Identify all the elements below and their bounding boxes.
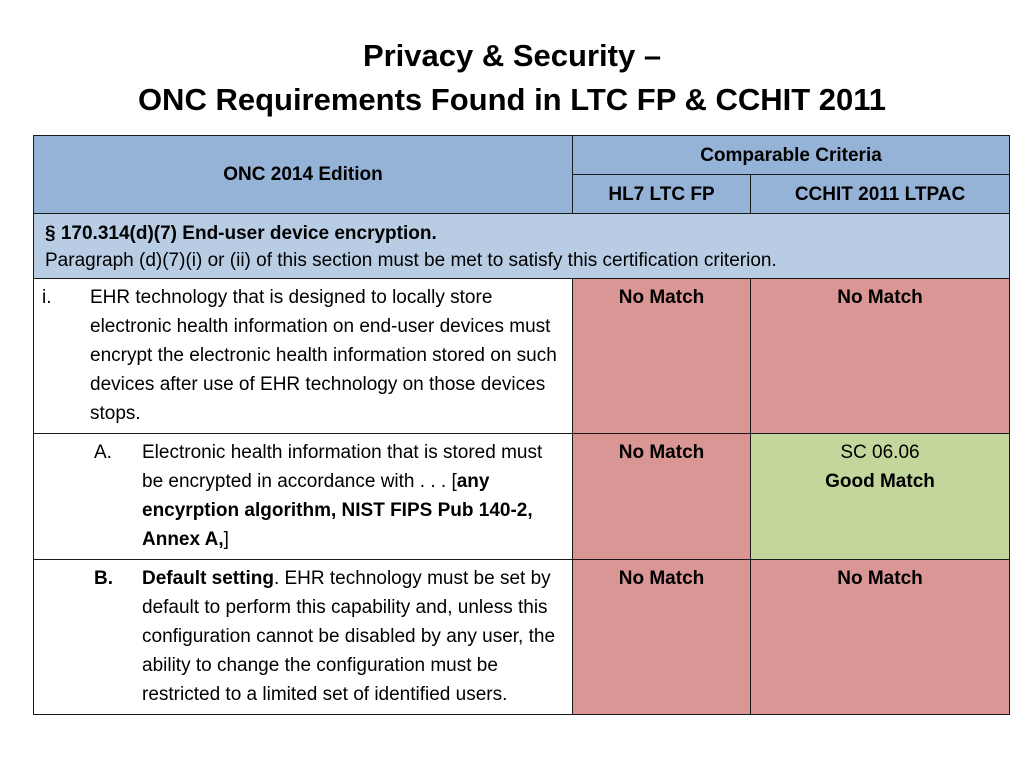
section-row	[34, 214, 1010, 279]
header-hl7-ltc-fp: HL7 LTC FP	[573, 175, 751, 214]
hl7-match-status: No Match	[573, 279, 751, 434]
title-line-2: ONC Requirements Found in LTC FP & CCHIT 2011	[137, 82, 887, 117]
cchit-match-status	[751, 434, 1010, 560]
requirement-text-bold: Default setting	[142, 568, 274, 589]
requirement-marker: A.	[94, 442, 112, 463]
good-match-label: Good Match	[825, 471, 935, 492]
section-description: Paragraph (d)(7)(i) or (ii) of this section must be met to satisfy this certification criterion.	[45, 250, 777, 271]
requirement-cell	[34, 434, 573, 560]
table-row	[34, 434, 1010, 560]
cchit-criterion-code: SC 06.06	[840, 442, 920, 463]
requirement-text-part: ]	[223, 529, 229, 550]
hl7-match-status: No Match	[573, 560, 751, 715]
table-row	[34, 279, 1010, 434]
requirement-text-bold: any encyrption algorithm, NIST FIPS Pub 140-2, Annex A,	[142, 471, 533, 550]
table-row	[34, 560, 1010, 715]
comparison-table	[33, 135, 1010, 715]
header-cchit-2011-ltpac: CCHIT 2011 LTPAC	[751, 175, 1010, 214]
requirement-cell	[34, 560, 573, 715]
slide-title	[0, 34, 1024, 122]
requirement-cell	[34, 279, 573, 434]
title-line-1: Privacy & Security –	[362, 38, 662, 73]
section-title: § 170.314(d)(7) End-user device encryption.	[45, 223, 437, 244]
header-comparable-criteria: Comparable Criteria	[573, 136, 1010, 175]
hl7-match-status: No Match	[573, 434, 751, 560]
requirement-marker: i.	[42, 287, 52, 308]
header-row-1	[34, 136, 1010, 175]
requirement-text	[142, 564, 564, 709]
requirement-text-part: . EHR technology must be set by default to perform this capability and, unless this configuration cannot be disabled by any user, the ability to change the configuration must be restricted to a limited set of identified users.	[142, 568, 556, 705]
requirement-text	[142, 438, 564, 554]
cchit-match-status: No Match	[751, 560, 1010, 715]
header-onc-2014: ONC 2014 Edition	[34, 136, 573, 214]
section-cell	[34, 214, 1010, 279]
requirement-marker: B.	[94, 568, 113, 589]
requirement-text: EHR technology that is designed to locally store electronic health information on end-user devices must encrypt the electronic health information stored on such devices after use of EHR technology on those devices stops.	[90, 287, 557, 424]
cchit-match-status: No Match	[751, 279, 1010, 434]
requirement-text-part: Electronic health information that is stored must be encrypted in accordance with . . . [	[142, 442, 543, 492]
